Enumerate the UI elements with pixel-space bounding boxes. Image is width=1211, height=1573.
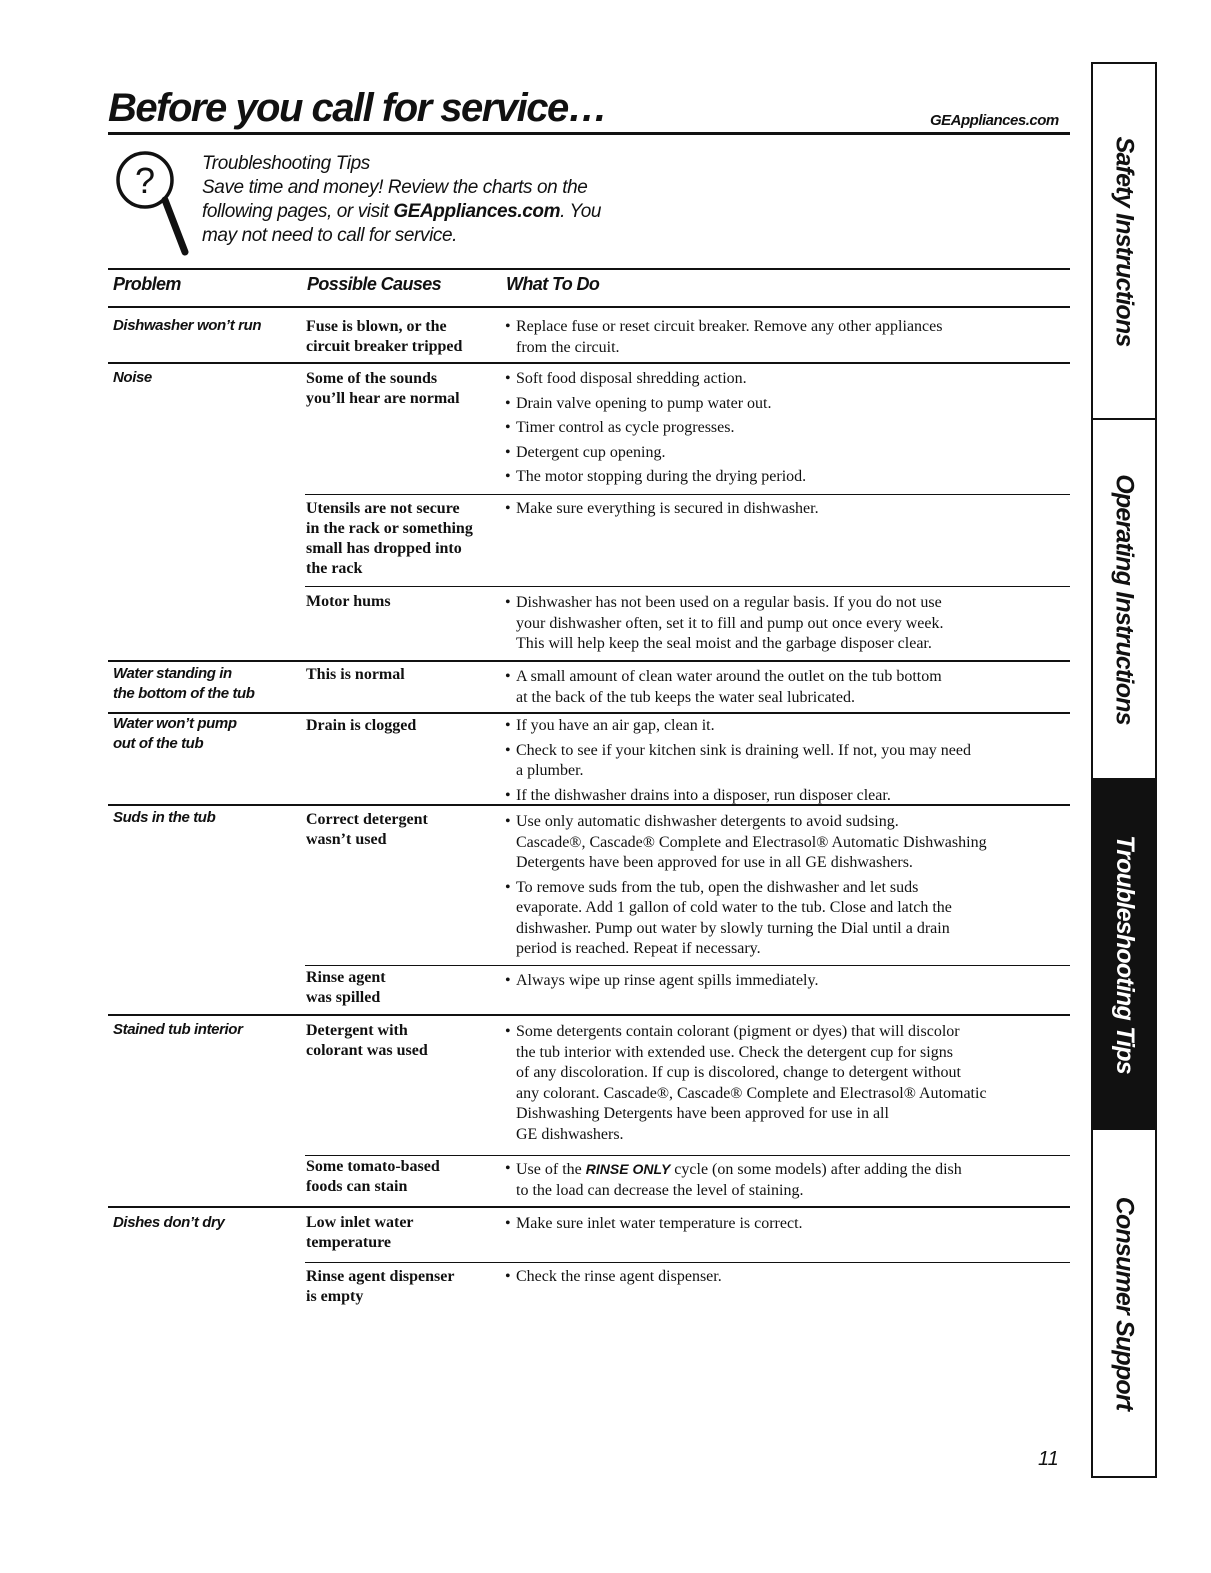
list-item: • If you have an air gap, clean it. xyxy=(505,716,1065,737)
todo-list xyxy=(505,667,1065,712)
section-sidebar xyxy=(1091,62,1157,1478)
list-item: • Dishwasher has not been used on a regular basis. If you do not use your dishwasher often, set it to fill and pump out once every week. This will help keep the seal moist and the garbage disposer clear. xyxy=(505,593,1065,655)
list-item: • If the dishwasher drains into a disposer, run disposer clear. xyxy=(505,786,1065,807)
cause-divider xyxy=(305,965,1070,966)
cause-label: Some of the sounds you’ll hear are normal xyxy=(306,370,460,407)
problem-label: Water standing in the bottom of the tub xyxy=(113,665,255,702)
cause-label: This is normal xyxy=(306,666,405,683)
tips-line: may not need to call for service. xyxy=(202,225,458,246)
troubleshooting-tips-intro xyxy=(202,152,601,248)
cause-label: Detergent with colorant was used xyxy=(306,1022,428,1059)
website-link[interactable]: GEAppliances.com xyxy=(393,201,561,222)
tips-heading: Troubleshooting Tips xyxy=(202,153,370,174)
row-divider xyxy=(108,804,1070,806)
page-number: 11 xyxy=(1038,1448,1059,1470)
todo-list xyxy=(505,1214,1065,1239)
list-item: • Soft food disposal shredding action. xyxy=(505,369,1065,390)
problem-label: Water won’t pump out of the tub xyxy=(113,715,237,752)
tab-consumer-support[interactable]: Consumer Support xyxy=(1110,1196,1139,1410)
page-title: Before you call for service… xyxy=(108,86,607,130)
list-item: • Make sure inlet water temperature is correct. xyxy=(505,1214,1065,1235)
todo-list xyxy=(505,499,1065,524)
tips-line: following pages, or visit GEAppliances.com. You xyxy=(202,201,602,222)
todo-list xyxy=(505,1267,1065,1292)
tab-safety-instructions[interactable]: Safety Instructions xyxy=(1093,64,1155,420)
todo-list xyxy=(505,593,1065,659)
list-item: • The motor stopping during the drying period. xyxy=(505,467,1065,488)
cause-label: Correct detergent wasn’t used xyxy=(306,811,428,848)
todo-list xyxy=(505,971,1065,996)
column-header-todo: What To Do xyxy=(506,274,600,294)
row-divider xyxy=(108,660,1070,662)
cause-divider xyxy=(305,1262,1070,1263)
cause-divider xyxy=(305,586,1070,587)
website-label: GEAppliances.com xyxy=(930,112,1059,129)
row-divider xyxy=(108,1206,1070,1208)
tab-operating-instructions[interactable]: Operating Instructions xyxy=(1093,420,1155,780)
header-divider xyxy=(108,132,1070,135)
problem-label: Dishwasher won’t run xyxy=(113,317,262,334)
todo-list xyxy=(505,812,1065,964)
table-top-rule xyxy=(108,268,1070,270)
list-item: • A small amount of clean water around the outlet on the tub bottom at the back of the tub keeps the water seal lubricated. xyxy=(505,667,1065,708)
list-item: • Use only automatic dishwasher detergents to avoid sudsing. Cascade®, Cascade® Complete and Electrasol® Automatic Dishwashing Detergents have been approved for use in all GE dishwashers. xyxy=(505,812,1065,874)
todo-list xyxy=(505,1159,1065,1205)
todo-list xyxy=(505,1022,1065,1149)
todo-list xyxy=(505,369,1065,492)
problem-label: Dishes don’t dry xyxy=(113,1214,225,1231)
list-item: • Check the rinse agent dispenser. xyxy=(505,1267,1065,1288)
cause-label: Utensils are not secure in the rack or something small has dropped into the rack xyxy=(306,500,473,577)
todo-list xyxy=(505,317,1065,362)
cause-label: Drain is clogged xyxy=(306,717,417,734)
cause-label: Rinse agent dispenser is empty xyxy=(306,1268,455,1305)
cause-label: Some tomato-based foods can stain xyxy=(306,1158,440,1195)
rinse-only-label: RINSE ONLY xyxy=(585,1161,671,1177)
cause-divider xyxy=(305,1155,1070,1156)
row-divider xyxy=(108,712,1070,714)
cause-label: Rinse agent was spilled xyxy=(306,969,386,1006)
list-item: • Make sure everything is secured in dishwasher. xyxy=(505,499,1065,520)
tab-troubleshooting-tips[interactable]: Troubleshooting Tips xyxy=(1093,780,1155,1130)
svg-text:?: ? xyxy=(134,160,156,201)
list-item: • Detergent cup opening. xyxy=(505,443,1065,464)
list-item: • Always wipe up rinse agent spills immediately. xyxy=(505,971,1065,992)
column-header-problem: Problem xyxy=(113,274,181,294)
header-row-rule xyxy=(108,306,1070,308)
cause-divider xyxy=(305,494,1070,495)
list-item: • Check to see if your kitchen sink is draining well. If not, you may need a plumber. xyxy=(505,741,1065,782)
question-magnifier-icon xyxy=(115,140,205,260)
tips-line: Save time and money! Review the charts on the xyxy=(202,177,588,198)
cause-label: Motor hums xyxy=(306,593,391,610)
list-item: • Some detergents contain colorant (pigment or dyes) that will discolor the tub interior with extended use. Check the detergent cup for signs of any discoloration. If cup is discolored, change to detergent without any colorant. Cascade®, Cascade® Complete and Electrasol® Automatic Dishwashing Detergents have been approved for use in all GE dishwashers. xyxy=(505,1022,1065,1145)
problem-label: Stained tub interior xyxy=(113,1021,243,1038)
cause-label: Low inlet water temperature xyxy=(306,1214,414,1251)
list-item: • Replace fuse or reset circuit breaker. Remove any other appliances from the circuit. xyxy=(505,317,1065,358)
list-item: • To remove suds from the tub, open the dishwasher and let suds evaporate. Add 1 gallon of cold water to the tub. Close and latch the dishwasher. Pump out water by slowly turning the Dial until a drain period is reached. Repeat if necessary. xyxy=(505,878,1065,960)
cause-label: Fuse is blown, or the circuit breaker tripped xyxy=(306,318,463,355)
column-header-causes: Possible Causes xyxy=(307,274,442,294)
row-divider xyxy=(108,362,1070,364)
list-item: • Use of the RINSE ONLY cycle (on some models) after adding the dish to the load can decrease the level of staining. xyxy=(505,1159,1065,1201)
list-item: • Timer control as cycle progresses. xyxy=(505,418,1065,439)
row-divider xyxy=(108,1014,1070,1016)
problem-label: Noise xyxy=(113,369,152,386)
list-item: • Drain valve opening to pump water out. xyxy=(505,394,1065,415)
problem-label: Suds in the tub xyxy=(113,809,216,826)
todo-list xyxy=(505,716,1065,810)
